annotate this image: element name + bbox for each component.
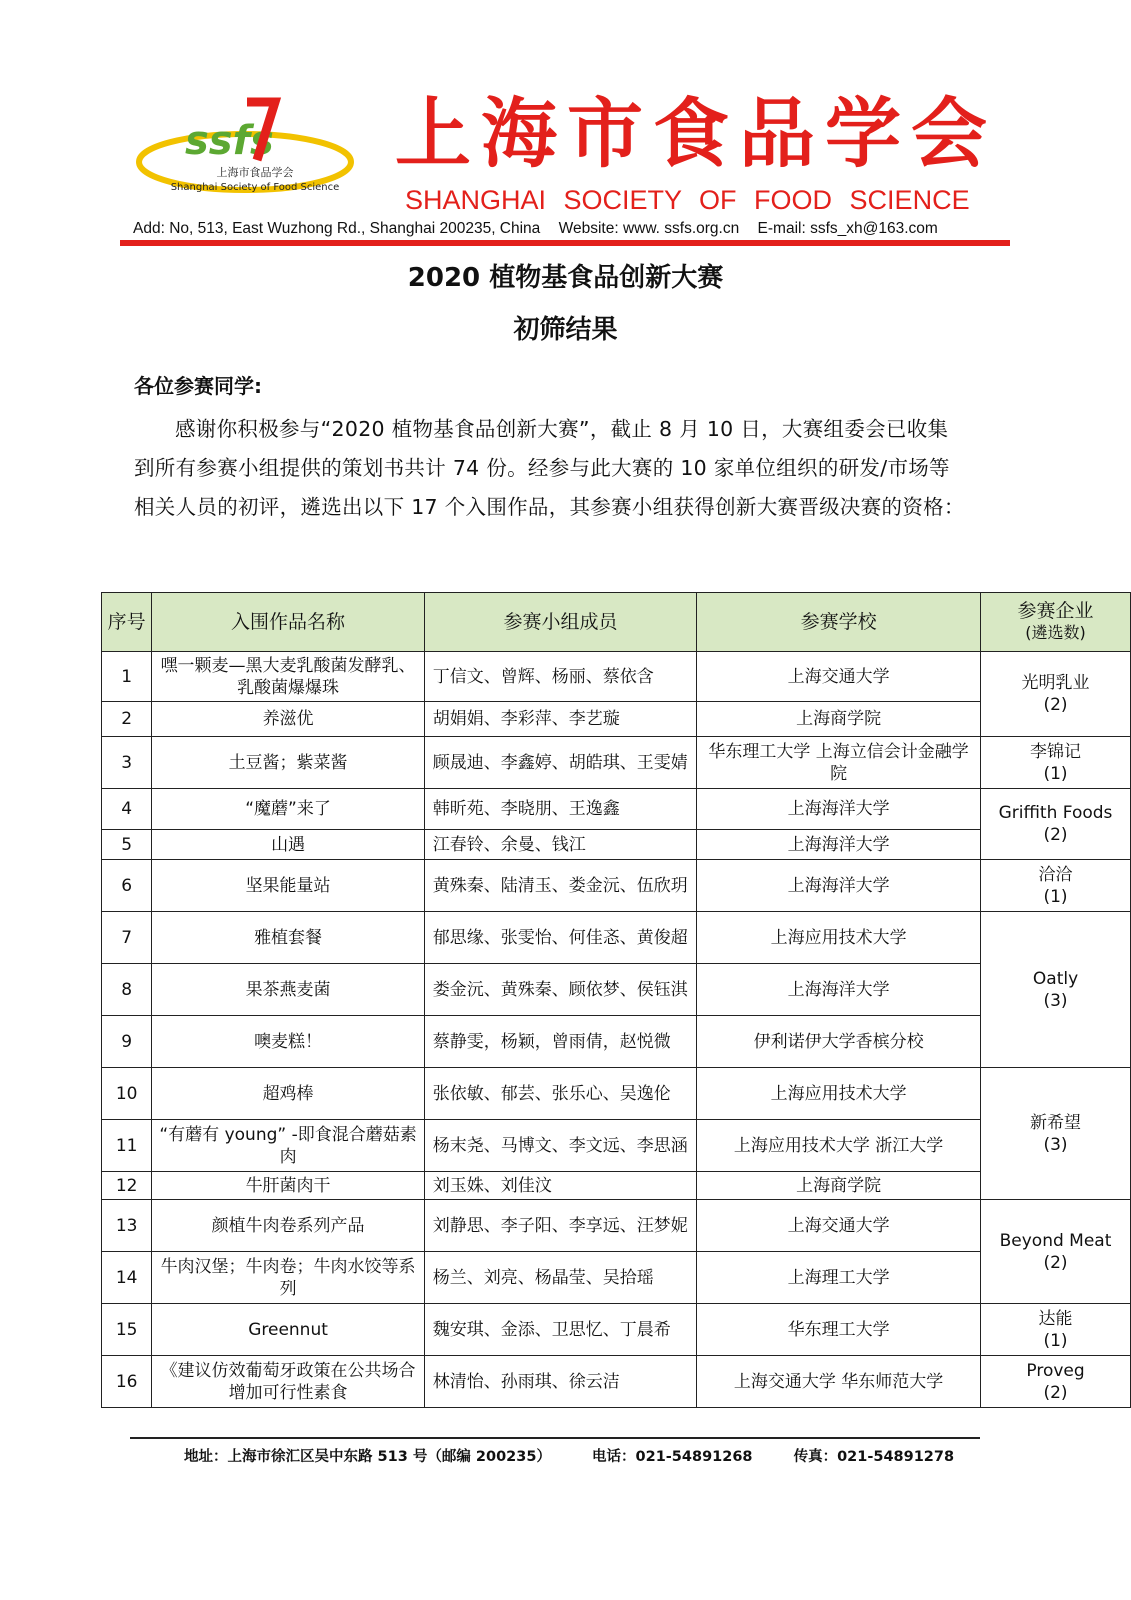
intro-paragraph: 感谢你积极参与“2020 植物基食品创新大赛”，截止 8 月 10 日，大赛组委会已收集到所有参赛小组提供的策划书共计 74 份。经参与此大赛的 10 家单位组织的研发/市场等相关人员的初评，遴选出以下 17 个入围作品，其参赛小组获得创新大赛晋级决赛的资格： <box>134 417 965 519</box>
row-num: 7 <box>102 912 152 964</box>
row-members: 胡娟娟、李彩萍、李艺璇 <box>424 702 696 737</box>
enterprise-name: 洽洽 <box>1038 864 1073 885</box>
logo-en-text: Shanghai Society of Food Science <box>170 182 340 193</box>
footer <box>184 1446 1004 1468</box>
org-name-cn: 上海市食品学会 <box>395 89 997 178</box>
row-members: 蔡静雯，杨颖，曾雨倩，赵悦微 <box>424 1016 696 1068</box>
row-members: 顾晟迪、李鑫婷、胡皓琪、王雯婧 <box>424 737 696 789</box>
enterprise-cell <box>981 912 1131 1068</box>
row-num: 13 <box>102 1200 152 1252</box>
row-school: 上海应用技术大学 <box>697 1068 981 1120</box>
document-subtitle: 初筛结果 <box>513 315 618 345</box>
row-school: 华东理工大学 <box>697 1304 981 1356</box>
enterprise-count: (2) <box>1043 1252 1068 1273</box>
row-school: 上海商学院 <box>697 1172 981 1200</box>
row-num: 11 <box>102 1120 152 1172</box>
row-num: 5 <box>102 830 152 860</box>
footer-phone: 电话：021-54891268 <box>592 1449 753 1465</box>
enterprise-count: (1) <box>1043 763 1068 784</box>
enterprise-count: (2) <box>1043 1382 1068 1403</box>
table-row <box>102 652 1131 702</box>
enterprise-name: Griffith Foods <box>998 803 1113 823</box>
footer-fax: 传真：021-54891278 <box>793 1449 955 1465</box>
row-members: 江春铃、余曼、钱江 <box>424 830 696 860</box>
row-school: 上海应用技术大学 <box>697 912 981 964</box>
footer-address: 地址：上海市徐汇区吴中东路 513 号（邮编 200235） <box>184 1449 551 1465</box>
enterprise-count: (3) <box>1043 990 1068 1011</box>
table-row <box>102 1356 1131 1408</box>
row-school: 上海理工大学 <box>697 1252 981 1304</box>
row-members: 杨兰、刘亮、杨晶莹、吴拾瑶 <box>424 1252 696 1304</box>
enterprise-cell <box>981 1356 1131 1408</box>
table-row <box>102 737 1131 789</box>
greeting: 各位参赛同学: <box>134 374 262 398</box>
enterprise-name: 达能 <box>1038 1308 1073 1329</box>
header-school: 参赛学校 <box>697 593 981 652</box>
row-name: 雅植套餐 <box>152 912 424 964</box>
row-members: 林清怡、孙雨琪、徐云洁 <box>424 1356 696 1408</box>
row-name: 坚果能量站 <box>152 860 424 912</box>
header-name: 入围作品名称 <box>152 593 424 652</box>
table-row <box>102 702 1131 737</box>
document-title: 2020 植物基食品创新大赛 <box>407 263 724 293</box>
row-num: 15 <box>102 1304 152 1356</box>
row-num: 6 <box>102 860 152 912</box>
row-num: 9 <box>102 1016 152 1068</box>
row-name: 颜植牛肉卷系列产品 <box>152 1200 424 1252</box>
header-members: 参赛小组成员 <box>424 593 696 652</box>
row-members: 刘静思、李子阳、李享远、汪梦妮 <box>424 1200 696 1252</box>
logo-cn-text: 上海市食品学会 <box>216 166 294 179</box>
row-school: 上海海洋大学 <box>697 830 981 860</box>
row-name: 噢麦糕！ <box>152 1016 424 1068</box>
address-en: Add: No, 513, East Wuzhong Rd., Shanghai 200235, China <box>133 220 541 237</box>
row-name: 超鸡棒 <box>152 1068 424 1120</box>
enterprise-name: 李锦记 <box>1030 741 1082 762</box>
row-name: Greennut <box>152 1304 424 1356</box>
enterprise-name: Oatly <box>1032 968 1079 989</box>
enterprise-cell <box>981 1304 1131 1356</box>
row-school: 华东理工大学 上海立信会计金融学院 <box>697 737 981 789</box>
header-num: 序号 <box>102 593 152 652</box>
row-school: 上海交通大学 华东师范大学 <box>697 1356 981 1408</box>
row-members: 刘玉姝、刘佳汶 <box>424 1172 696 1200</box>
row-name: 果茶燕麦菌 <box>152 964 424 1016</box>
row-members: 张依敏、郁芸、张乐心、吴逸伦 <box>424 1068 696 1120</box>
society-logo <box>135 92 355 202</box>
row-num: 14 <box>102 1252 152 1304</box>
row-name: “魔蘑”来了 <box>152 789 424 830</box>
table-row <box>102 1016 1131 1068</box>
enterprise-name: Beyond Meat <box>999 1230 1112 1251</box>
table-row <box>102 1304 1131 1356</box>
row-name: 山遇 <box>152 830 424 860</box>
row-num: 4 <box>102 789 152 830</box>
logo-letters: ssfs <box>185 118 274 164</box>
table-row <box>102 1200 1131 1252</box>
contact-line <box>133 218 1013 240</box>
website[interactable]: Website: www. ssfs.org.cn <box>558 220 740 237</box>
row-members: 郁思缘、张雯怡、何佳忞、黄俊超 <box>424 912 696 964</box>
enterprise-cell <box>981 860 1131 912</box>
row-name: 养滋优 <box>152 702 424 737</box>
results-table <box>101 592 1131 1408</box>
row-members: 韩昕苑、李晓朋、王逸鑫 <box>424 789 696 830</box>
row-school: 上海海洋大学 <box>697 964 981 1016</box>
row-school: 上海交通大学 <box>697 652 981 702</box>
table-row <box>102 1120 1131 1172</box>
row-num: 1 <box>102 652 152 702</box>
enterprise-count: (2) <box>1043 695 1068 715</box>
enterprise-cell <box>981 652 1131 737</box>
enterprise-cell <box>981 737 1131 789</box>
org-name-en: SHANGHAI SOCIETY OF FOOD SCIENCE <box>405 185 970 215</box>
row-members: 丁信文、曾辉、杨丽、蔡依含 <box>424 652 696 702</box>
row-school: 上海商学院 <box>697 702 981 737</box>
row-school: 上海应用技术大学 浙江大学 <box>697 1120 981 1172</box>
row-num: 10 <box>102 1068 152 1120</box>
table-row <box>102 912 1131 964</box>
enterprise-count: (1) <box>1043 1330 1068 1351</box>
enterprise-cell <box>981 1068 1131 1200</box>
row-name: 《建议仿效葡萄牙政策在公共场合增加可行性素食 <box>152 1356 424 1408</box>
header-enterprise-label: 参赛企业 <box>1017 600 1094 622</box>
table-header-row <box>102 593 1131 652</box>
row-members: 杨末尧、马博文、李文远、李思涵 <box>424 1120 696 1172</box>
enterprise-count: (3) <box>1043 1134 1068 1155</box>
row-name: 牛肉汉堡；牛肉卷；牛肉水饺等系列 <box>152 1252 424 1304</box>
row-members: 魏安琪、金添、卫思忆、丁晨希 <box>424 1304 696 1356</box>
row-name: 嘿一颗麦—黑大麦乳酸菌发酵乳、乳酸菌爆爆珠 <box>152 652 424 702</box>
row-name: 土豆酱；紫菜酱 <box>152 737 424 789</box>
table-row <box>102 1068 1131 1120</box>
enterprise-name: 新希望 <box>1030 1112 1082 1133</box>
row-members: 黄殊秦、陆清玉、娄金沅、伍欣玥 <box>424 860 696 912</box>
row-num: 12 <box>102 1172 152 1200</box>
row-school: 伊利诺伊大学香槟分校 <box>697 1016 981 1068</box>
row-num: 8 <box>102 964 152 1016</box>
row-members: 娄金沅、黄殊秦、顾依梦、侯钰淇 <box>424 964 696 1016</box>
enterprise-count: (1) <box>1043 886 1068 907</box>
table-row <box>102 964 1131 1016</box>
row-num: 3 <box>102 737 152 789</box>
email[interactable]: E-mail: ssfs_xh@163.com <box>757 220 938 237</box>
table-row <box>102 1172 1131 1200</box>
header-enterprise-sub: (遴选数) <box>1025 623 1086 642</box>
row-school: 上海海洋大学 <box>697 860 981 912</box>
row-name: 牛肝菌肉干 <box>152 1172 424 1200</box>
header-enterprise <box>981 593 1131 652</box>
enterprise-name: 光明乳业 <box>1021 673 1090 693</box>
header-divider <box>120 240 1010 246</box>
enterprise-name: Proveg <box>1026 1360 1085 1381</box>
row-name: “有蘑有 young” -即食混合蘑菇素肉 <box>152 1120 424 1172</box>
row-school: 上海交通大学 <box>697 1200 981 1252</box>
table-row <box>102 830 1131 860</box>
row-num: 16 <box>102 1356 152 1408</box>
row-school: 上海海洋大学 <box>697 789 981 830</box>
table-row <box>102 789 1131 830</box>
enterprise-cell <box>981 1200 1131 1304</box>
footer-divider <box>130 1437 980 1439</box>
enterprise-count: (2) <box>1043 825 1068 845</box>
table-row <box>102 860 1131 912</box>
table-row <box>102 1252 1131 1304</box>
row-num: 2 <box>102 702 152 737</box>
enterprise-cell <box>981 789 1131 860</box>
